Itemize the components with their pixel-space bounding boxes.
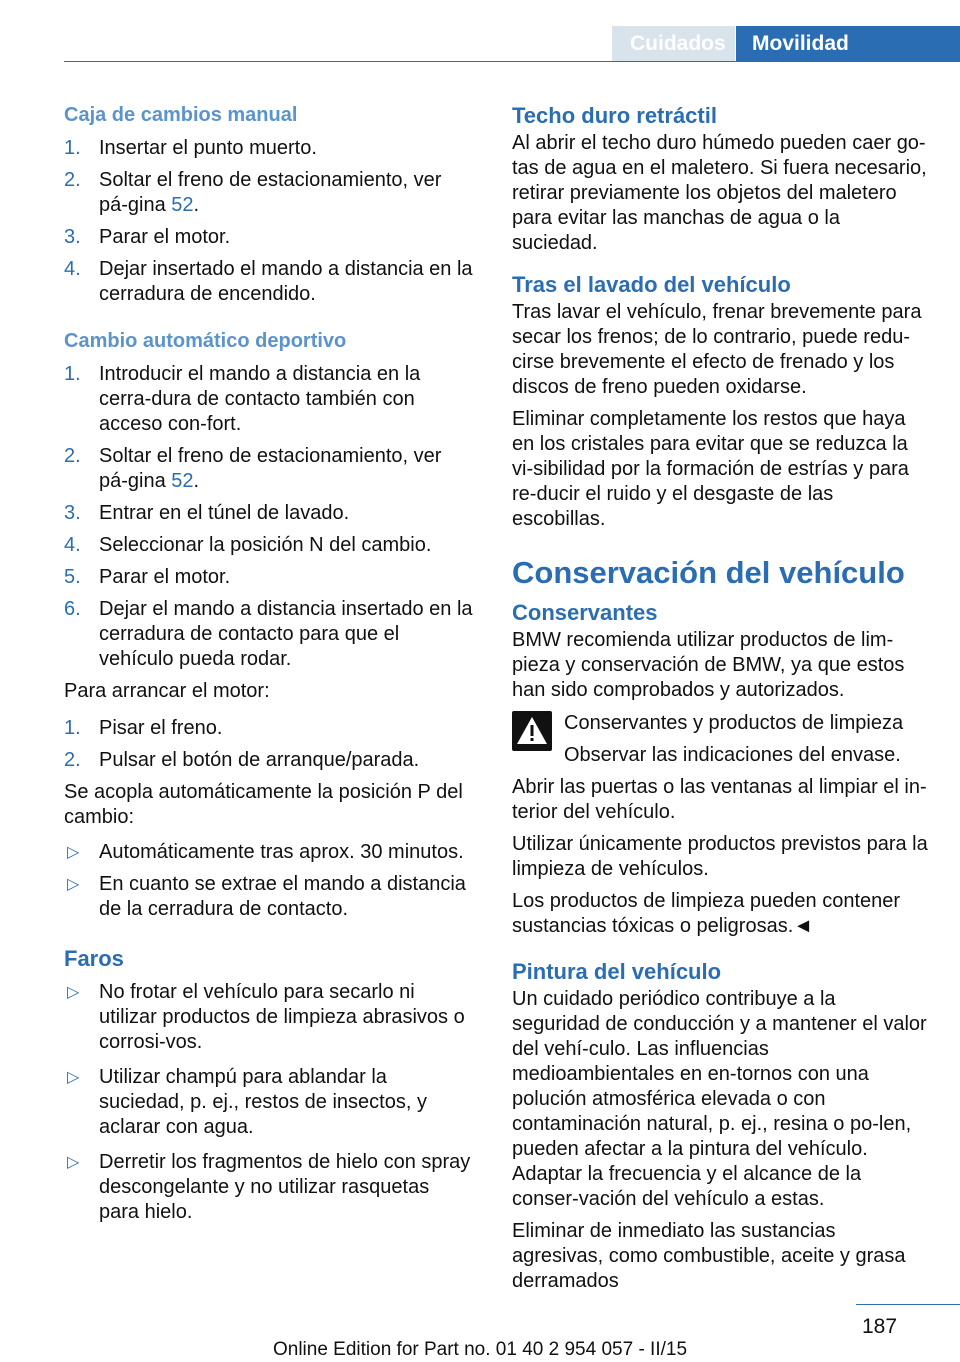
techo-text: Al abrir el techo duro húmedo pueden caer go‐tas de agua en el maletero. Si fuera necesario, retirar previamente los objetos del maletero para evitar las manchas de agua o la suciedad.	[512, 132, 927, 254]
page-link[interactable]: 52	[171, 470, 194, 492]
list-item: 1. Pisar el freno.	[64, 717, 223, 739]
list-item: 6. Dejar el mando a distancia insertado en la cerradura de contacto para que el vehículo pueda rodar.	[64, 598, 473, 670]
list-item: 4. Seleccionar la posición N del cambio.	[64, 534, 432, 556]
faros-heading: Faros	[64, 946, 124, 971]
list-item: 4. Dejar insertado el mando a distancia en la cerradura de encendido.	[64, 258, 473, 305]
list-item: ▷ No frotar el vehículo para secarlo ni utilizar productos de limpieza abrasivos o corrosi‐vos.	[67, 981, 465, 1053]
tab-cuidados[interactable]	[612, 26, 735, 62]
triangle-bullet-icon: ▷	[67, 876, 80, 893]
list-item: 5. Parar el motor.	[64, 566, 231, 588]
tab-cuidados-label: Cuidados	[630, 32, 726, 55]
list-item: 1. Introducir el mando a distancia en la cerra‐dura de contacto también con acceso con‐fort.	[64, 363, 421, 435]
tab-movilidad[interactable]	[736, 26, 960, 62]
header-rule	[64, 61, 960, 62]
right-column	[512, 103, 928, 1301]
conservantes-heading: Conservantes	[512, 600, 658, 625]
list-item: 1. Insertar el punto muerto.	[64, 137, 317, 159]
triangle-bullet-icon: ▷	[67, 844, 80, 861]
list-item: ▷ Derretir los fragmentos de hielo con spray descongelante y no utilizar rasquetas para hielo.	[67, 1151, 471, 1223]
lavado-heading: Tras el lavado del vehículo	[512, 272, 791, 297]
start-intro: Para arrancar el motor:	[64, 680, 270, 702]
edition-footer: Online Edition for Part no. 01 40 2 954 057 - II/15	[272, 1339, 688, 1360]
list-item: 2. Pulsar el botón de arranque/parada.	[64, 749, 420, 771]
pintura-text-2: Eliminar de inmediato las sustancias agresivas, como combustible, aceite y grasa derramados	[512, 1220, 906, 1292]
p-bullets	[64, 840, 474, 922]
triangle-bullet-icon: ▷	[67, 984, 80, 1001]
list-item: ▷ En cuanto se extrae el mando a distancia de la cerradura de contacto.	[67, 873, 466, 920]
pintura-heading: Pintura del vehículo	[512, 959, 722, 984]
triangle-bullet-icon: ▷	[67, 1069, 80, 1086]
list-item: 2. Soltar el freno de estacionamiento, ver pá‐gina 52.	[64, 169, 442, 216]
warning-title: Conservantes y productos de limpieza	[564, 712, 904, 734]
lavado-text-1: Tras lavar el vehículo, frenar brevemente para secar los frenos; de lo contrario, puede redu‐cirse brevemente el efecto de frenado y los discos de freno pueden oxidarse.	[512, 301, 922, 398]
pintura-text-1: Un cuidado periódico contribuye a la seguridad de conducción y a mantener el valor del vehí‐culo. Las influencias medioambientales en en‐tornos con una polución atmosférica elevada o con contaminación natural, p. ej., resina o po‐len, pueden afectar a la pintura del vehículo. Adaptar la frecuencia y el alcance de la conser‐vación del vehículo a estas.	[512, 988, 927, 1210]
warning-icon	[512, 711, 552, 751]
triangle-bullet-icon: ▷	[67, 1154, 80, 1171]
conservacion-heading: Conservación del vehículo	[512, 555, 905, 590]
list-item: 3. Entrar en el túnel de lavado.	[64, 502, 350, 524]
conservantes-p2: Abrir las puertas o las ventanas al limpiar el in‐terior del vehículo.	[512, 776, 927, 823]
manual-heading: Caja de cambios manual	[64, 104, 298, 126]
list-item: 2. Soltar el freno de estacionamiento, ver pá‐gina 52.	[64, 445, 442, 492]
faros-bullets	[64, 980, 474, 1225]
warning-box	[512, 711, 928, 768]
list-item: 3. Parar el motor.	[64, 226, 231, 248]
conservantes-text: BMW recomienda utilizar productos de lim‐pieza y conservación de BMW, ya que estos han sido comprobados y autorizados.	[512, 629, 905, 701]
p-para: Se acopla automáticamente la posición P del cambio:	[64, 781, 463, 828]
conservantes-p4: Los productos de limpieza pueden contener sustancias tóxicas o peligrosas.◄	[512, 890, 901, 937]
auto-steps	[64, 362, 474, 672]
techo-heading: Techo duro retráctil	[512, 103, 717, 128]
lavado-text-2: Eliminar completamente los restos que haya en los cristales para evitar que se reduzca la vi‐sibilidad por la formación de estrías y para re‐ducir el ruido y el desgaste de las escobillas.	[512, 408, 909, 530]
manual-steps	[64, 136, 474, 307]
start-steps	[64, 716, 474, 773]
auto-heading: Cambio automático deportivo	[64, 330, 347, 352]
page-link[interactable]: 52	[171, 194, 194, 216]
page-number: 187	[862, 1315, 898, 1338]
warning-text: Observar las indicaciones del envase.	[564, 744, 901, 766]
conservantes-p3: Utilizar únicamente productos previstos para la limpieza de vehículos.	[512, 833, 928, 880]
tab-movilidad-label: Movilidad	[752, 32, 849, 55]
list-item: ▷ Automáticamente tras aprox. 30 minutos.	[67, 841, 464, 863]
footer-rule	[856, 1304, 960, 1305]
left-column	[64, 103, 474, 1232]
list-item: ▷ Utilizar champú para ablandar la suciedad, p. ej., restos de insectos, y aclarar con agua.	[67, 1066, 427, 1138]
